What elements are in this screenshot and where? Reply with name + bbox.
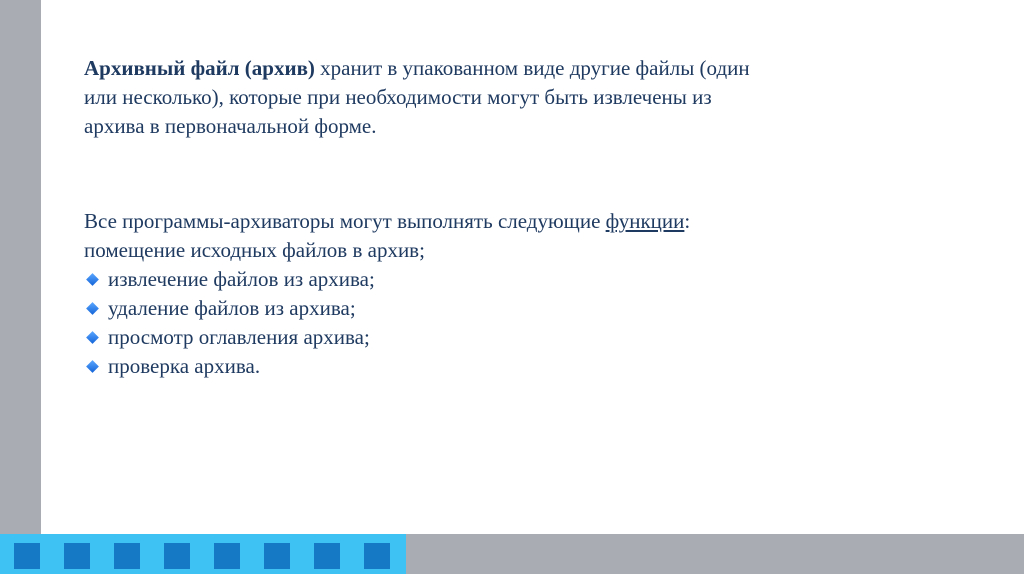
list-item (84, 352, 964, 381)
functions-intro-suffix: : (684, 209, 691, 233)
definition-term: Архивный файл (архив) (84, 56, 315, 80)
functions-block (84, 207, 964, 381)
functions-intro (84, 207, 964, 236)
square-decor-icon (14, 543, 40, 569)
bottom-blue-band (0, 534, 406, 574)
definition-line3: архива в первоначальной форме. (84, 114, 377, 138)
functions-first-item: помещение исходных файлов в архив; (84, 238, 425, 262)
square-decor-icon (264, 543, 290, 569)
square-decor-icon (314, 543, 340, 569)
square-decor-icon (64, 543, 90, 569)
square-decor-icon (164, 543, 190, 569)
left-side-bar (0, 0, 41, 534)
list-item-text: просмотр оглавления архива; (108, 325, 370, 349)
list-item-text: извлечение файлов из архива; (108, 267, 375, 291)
square-decor-icon (114, 543, 140, 569)
square-decor-icon (364, 543, 390, 569)
functions-link[interactable]: функции (605, 209, 685, 233)
list-item (84, 294, 964, 323)
diamond-bullet-icon (86, 360, 99, 373)
list-item-text: проверка архива. (108, 354, 261, 378)
diamond-bullet-icon (86, 331, 99, 344)
slide-content (84, 54, 964, 381)
definition-paragraph (84, 54, 964, 141)
list-item (84, 265, 964, 294)
list-item-text: удаление файлов из архива; (108, 296, 356, 320)
functions-intro-prefix: Все программы-архиваторы могут выполнять следующие (84, 209, 606, 233)
diamond-bullet-icon (86, 302, 99, 315)
list-item (84, 323, 964, 352)
definition-line2: или несколько), которые при необходимости могут быть извлечены из (84, 85, 712, 109)
square-decor-icon (214, 543, 240, 569)
definition-line1-rest: хранит в упакованном виде другие файлы (один (314, 56, 750, 80)
diamond-bullet-icon (86, 273, 99, 286)
